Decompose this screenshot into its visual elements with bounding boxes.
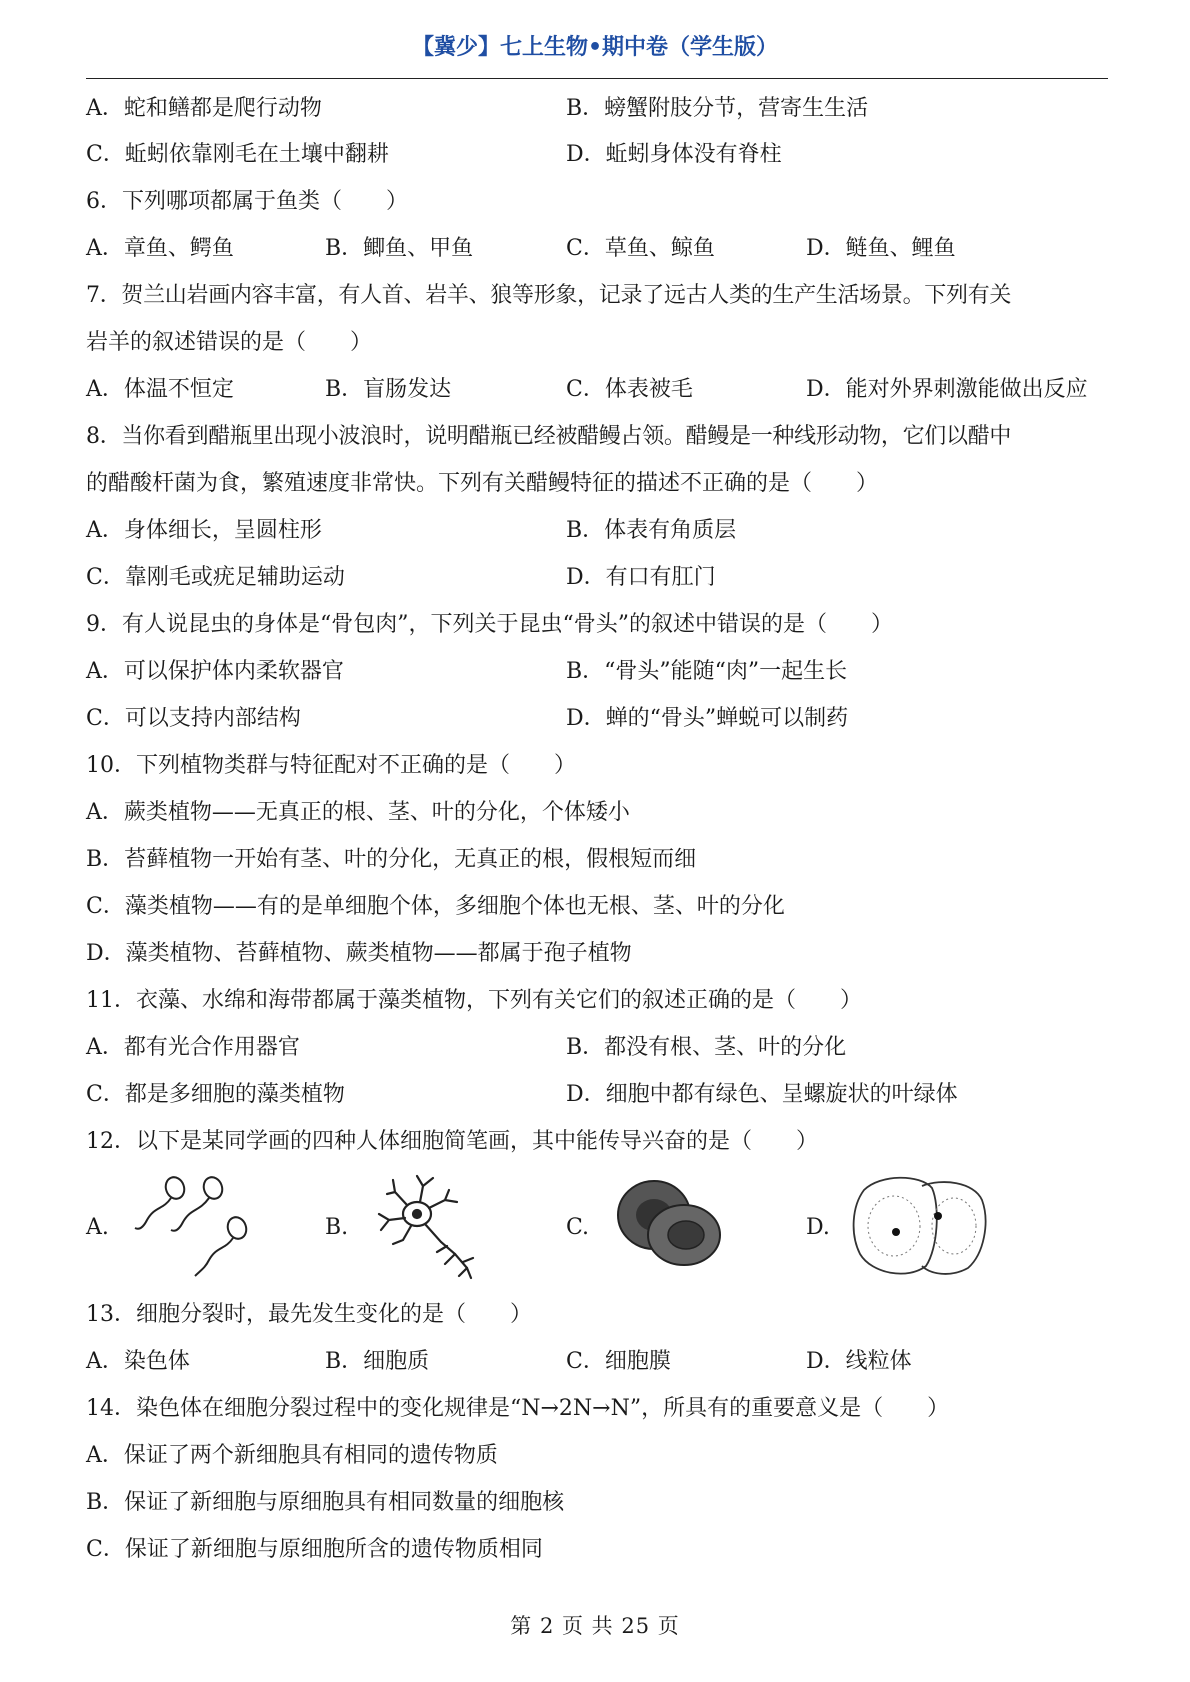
page-header-title: 【冀少】七上生物•期中卷（学生版） xyxy=(411,35,779,60)
q5-option-b: B．螃蟹附肢分节，营寄生生活 xyxy=(566,96,869,121)
q7-option-d: D．能对外界刺激能做出反应 xyxy=(806,377,1088,402)
q11-option-c: C．都是多细胞的藻类植物 xyxy=(86,1082,345,1107)
q10-option-b: B．苔藓植物一开始有茎、叶的分化，无真正的根，假根短而细 xyxy=(86,847,697,872)
q12-label-c: C. xyxy=(566,1215,590,1240)
q8-option-d: D．有口有肛门 xyxy=(566,565,716,590)
q11-option-d: D．细胞中都有绿色、呈螺旋状的叶绿体 xyxy=(566,1082,958,1107)
q11-option-b: B．都没有根、茎、叶的分化 xyxy=(566,1035,847,1060)
q10-option-d: D．藻类植物、苔藓植物、蕨类植物——都属于孢子植物 xyxy=(86,941,632,966)
q7-stem-line1: 7．贺兰山岩画内容丰富，有人首、岩羊、狼等形象，记录了远古人类的生产生活场景。下列有关 xyxy=(86,283,1012,308)
q5-option-a: A．蛇和鳝都是爬行动物 xyxy=(86,96,322,121)
q9-stem: 9．有人说昆虫的身体是“骨包肉”，下列关于昆虫“骨头”的叙述中错误的是（ ） xyxy=(86,612,893,637)
q12-label-a: A. xyxy=(86,1215,109,1240)
q13-option-a: A．染色体 xyxy=(86,1349,190,1374)
q6-option-b: B．鲫鱼、甲鱼 xyxy=(325,236,474,261)
q11-stem: 11．衣藻、水绵和海带都属于藻类植物，下列有关它们的叙述正确的是（ ） xyxy=(86,988,862,1013)
q6-option-a: A．章鱼、鳄鱼 xyxy=(86,236,234,261)
q14-option-c: C．保证了新细胞与原细胞所含的遗传物质相同 xyxy=(86,1537,543,1562)
header-divider xyxy=(86,78,1108,79)
q12-label-b: B. xyxy=(325,1215,349,1240)
q9-option-a: A．可以保护体内柔软器官 xyxy=(86,659,344,684)
q10-stem: 10．下列植物类群与特征配对不正确的是（ ） xyxy=(86,753,576,778)
q12-label-d: D. xyxy=(806,1215,830,1240)
q13-option-d: D．线粒体 xyxy=(806,1349,912,1374)
q7-stem-line2: 岩羊的叙述错误的是（ ） xyxy=(86,330,373,355)
q10-option-c: C．藻类植物——有的是单细胞个体，多细胞个体也无根、茎、叶的分化 xyxy=(86,894,785,919)
q13-stem: 13．细胞分裂时，最先发生变化的是（ ） xyxy=(86,1302,532,1327)
q8-stem-line1: 8．当你看到醋瓶里出现小波浪时，说明醋瓶已经被醋鳗占领。醋鳗是一种线形动物，它们以醋中 xyxy=(86,424,1012,449)
q7-option-a: A．体温不恒定 xyxy=(86,377,234,402)
q7-option-b: B．盲肠发达 xyxy=(325,377,452,402)
q13-option-b: B．细胞质 xyxy=(325,1349,430,1374)
q13-option-c: C．细胞膜 xyxy=(566,1349,671,1374)
red-blood-cells-image xyxy=(614,1175,724,1270)
q6-stem: 6．下列哪项都属于鱼类（ ） xyxy=(86,189,408,214)
q8-option-a: A．身体细长，呈圆柱形 xyxy=(86,518,322,543)
q9-option-d: D．蝉的“骨头”蝉蜕可以制药 xyxy=(566,706,849,731)
q5-option-c: C．蚯蚓依靠刚毛在土壤中翻耕 xyxy=(86,142,389,167)
q5-option-d: D．蚯蚓身体没有脊柱 xyxy=(566,142,782,167)
q6-option-c: C．草鱼、鲸鱼 xyxy=(566,236,715,261)
page-number: 第 2 页 共 25 页 xyxy=(510,1614,680,1638)
q12-stem: 12．以下是某同学画的四种人体细胞简笔画，其中能传导兴奋的是（ ） xyxy=(86,1129,818,1154)
neuron-image xyxy=(375,1172,475,1282)
q10-option-a: A．蕨类植物——无真正的根、茎、叶的分化，个体矮小 xyxy=(86,800,630,825)
q8-option-b: B．体表有角质层 xyxy=(566,518,737,543)
q14-stem: 14．染色体在细胞分裂过程中的变化规律是“N→2N→N”，所具有的重要意义是（ ） xyxy=(86,1396,950,1421)
q6-option-d: D．鲢鱼、鲤鱼 xyxy=(806,236,956,261)
q7-option-c: C．体表被毛 xyxy=(566,377,693,402)
epithelial-cells-image xyxy=(850,1170,990,1280)
q9-option-c: C．可以支持内部结构 xyxy=(86,706,301,731)
q8-stem-line2: 的醋酸杆菌为食，繁殖速度非常快。下列有关醋鳗特征的描述不正确的是（ ） xyxy=(86,471,879,496)
q14-option-b: B．保证了新细胞与原细胞具有相同数量的细胞核 xyxy=(86,1490,565,1515)
q9-option-b: B．“骨头”能随“肉”一起生长 xyxy=(566,659,848,684)
q14-option-a: A．保证了两个新细胞具有相同的遗传物质 xyxy=(86,1443,498,1468)
sperm-cells-image xyxy=(133,1170,253,1280)
q8-option-c: C．靠刚毛或疣足辅助运动 xyxy=(86,565,345,590)
q11-option-a: A．都有光合作用器官 xyxy=(86,1035,300,1060)
